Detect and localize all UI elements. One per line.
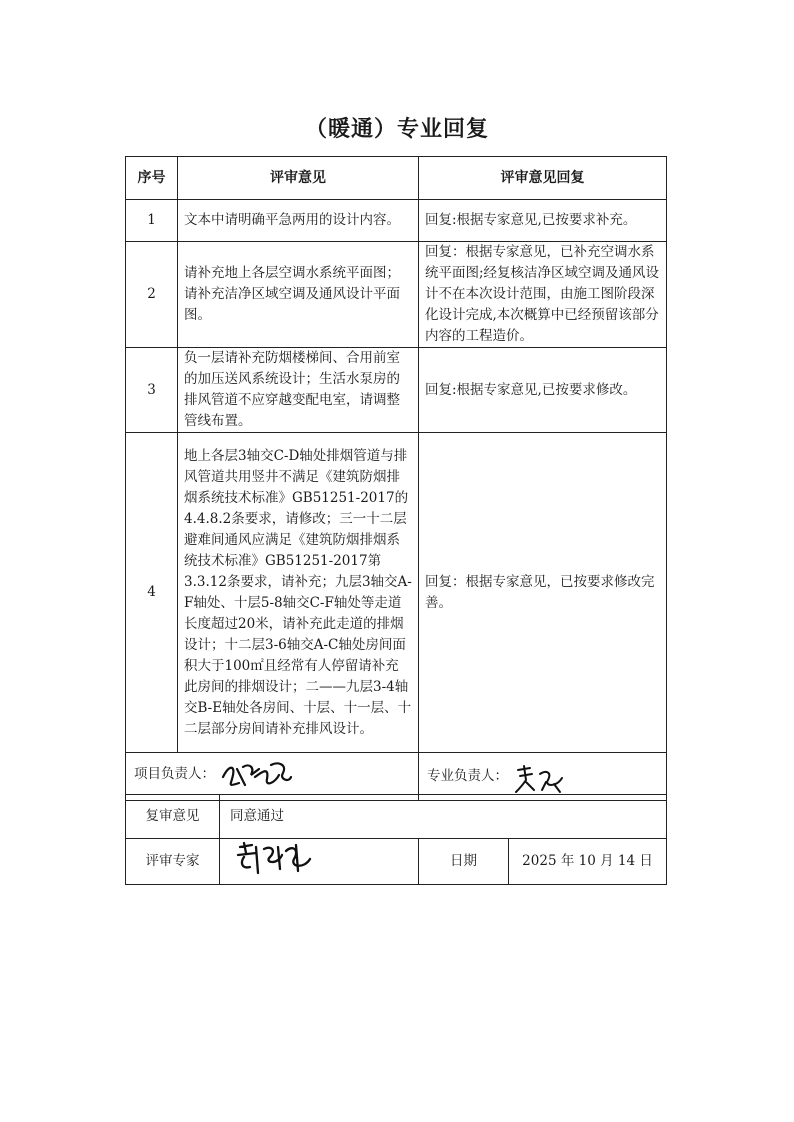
- header-row: [126, 157, 667, 200]
- expert-signature-cell: [220, 839, 419, 885]
- recheck-value: 同意通过: [220, 795, 667, 839]
- review-opinion: 地上各层3轴交C-D轴处排烟管道与排风管道共用竖井不满足《建筑防烟排烟系统技术标准》GB51251-2017的4.4.8.2条要求，请修改；三一十二层避难间通风应满足《建筑防烟排烟系统技术标准》GB51251-2017第3.3.12条要求，请补充；九层3轴交A-F轴处、十层5-8轴交C-F轴处等走道长度超过20米，请补充此走道的排烟设计；十二层3-6轴交A-C轴处房间面积大于100㎡且经常有人停留请补充此房间的排烟设计；二——九层3-4轴交B-E轴处各房间、十层、十一层、十二层部分房间请补充排风设计。: [178, 433, 419, 753]
- expert-row: [126, 839, 667, 885]
- row-number: 4: [126, 433, 178, 753]
- review-reply: 回复：根据专家意见，已按要求修改完善。: [419, 433, 667, 753]
- recheck-table: [125, 794, 667, 885]
- discipline-lead-signature: [512, 760, 568, 794]
- project-lead-signature: [219, 757, 293, 791]
- header-reply: 评审意见回复: [419, 157, 667, 200]
- table-row: [126, 348, 667, 433]
- header-no: 序号: [126, 157, 178, 200]
- recheck-label: 复审意见: [126, 795, 220, 839]
- table-row: [126, 433, 667, 753]
- date-value: 2025 年 10 月 14 日: [509, 839, 667, 885]
- review-opinion: 文本中请明确平急两用的设计内容。: [178, 200, 419, 242]
- row-number: 1: [126, 200, 178, 242]
- discipline-lead-label: 专业负责人：: [427, 768, 508, 784]
- date-label: 日期: [419, 839, 509, 885]
- row-number: 2: [126, 242, 178, 348]
- review-reply: 回复:根据专家意见,已按要求补充。: [419, 200, 667, 242]
- page-title: （暖通）专业回复: [304, 116, 489, 142]
- row-number: 3: [126, 348, 178, 433]
- expert-signature: [234, 839, 314, 877]
- project-lead-label: 项目负责人：: [134, 765, 215, 782]
- review-opinion: 负一层请补充防烟楼梯间、合用前室的加压送风系统设计；生活水泵房的排风管道不应穿越变配电室，请调整管线布置。: [178, 348, 419, 433]
- recheck-row: [126, 795, 667, 839]
- header-opinion: 评审意见: [178, 157, 419, 200]
- review-opinion: 请补充地上各层空调水系统平面图；请补充洁净区域空调及通风设计平面图。: [178, 242, 419, 348]
- review-table: [125, 156, 667, 801]
- table-row: [126, 200, 667, 242]
- review-reply: 回复：根据专家意见，已补充空调水系统平面图;经复核洁净区域空调及通风设计不在本次设计范围，由施工图阶段深化设计完成,本次概算中已经预留该部分内容的工程造价。: [419, 242, 667, 348]
- review-reply: 回复:根据专家意见,已按要求修改。: [419, 348, 667, 433]
- table-row: [126, 242, 667, 348]
- expert-label: 评审专家: [126, 839, 220, 885]
